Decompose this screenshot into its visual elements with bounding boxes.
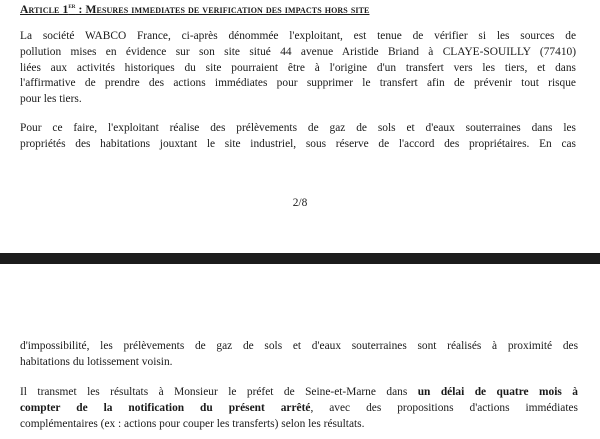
transmission-text: Il transmet les résultats à Monsieur le préfet de Seine-et-Marne dans [20,386,418,398]
notification-text: compter de la notification du présent arrêté [20,401,311,414]
paragraph-line: l'affirmative de prendre des actions immédiates pour supprimer le transfert afin de prévenir tout risque [20,77,576,90]
paragraph-line [20,385,578,401]
article-heading-title: : Mesures immediates de verification des impacts hors site [75,2,370,16]
article-heading [20,2,369,16]
page-number: 2/8 [292,197,308,209]
article-heading-superscript: er [68,2,76,10]
paragraph-transmission [20,385,578,432]
paragraph-obligation [20,29,576,108]
page-break-bar [0,253,600,264]
paragraph-line: habitations du lotissement voisin. [20,355,173,368]
paragraph-line: pour les tiers. [20,93,82,106]
paragraph-line: complémentaires (ex : actions pour couper les transferts) selon les résultats. [20,417,365,430]
paragraph-line: Pour ce faire, l'exploitant réalise des prélèvements de gaz de sols et d'eaux souterraines dans les [20,122,576,134]
paragraph-line: liées aux activités historiques du site pourraient être à l'origine d'un transfert vers les tiers, et dans [20,61,576,74]
paragraph-line: d'impossibilité, les prélèvements de gaz de sols et d'eaux souterraines sont réalisés à proximité des [20,340,578,352]
paragraph-impossibility [20,339,578,371]
proposals-text: , avec des propositions d'actions immédiates [310,401,578,414]
paragraph-line [20,401,578,417]
paragraph-line: propriétés des habitations jouxtant le site industriel, sous réserve de l'accord des propriétaires. En cas [20,137,576,150]
paragraph-line: pollution mises en évidence sur son site situé 44 avenue Aristide Briand à CLAYE-SOUILLY (77410) [20,45,576,58]
deadline-text: un délai de quatre mois à [417,386,578,398]
paragraph-line: La société WABCO France, ci-après dénommée l'exploitant, est tenue de vérifier si les sources de [20,30,576,42]
article-heading-prefix: Article 1 [20,2,69,16]
paragraph-sampling [20,121,576,153]
